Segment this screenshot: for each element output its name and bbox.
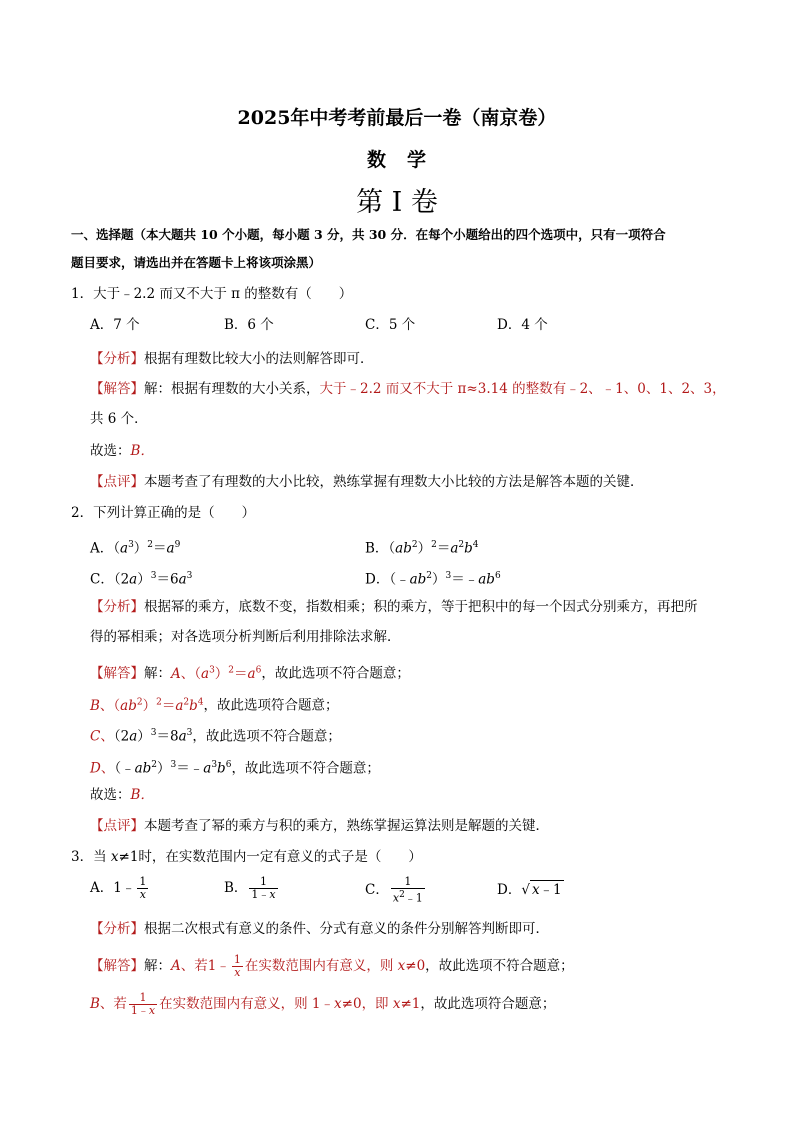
q3-analysis <box>90 920 549 938</box>
q1-solution-line-2: 共 6 个． <box>90 411 148 427</box>
section-heading-line-2: 题目要求，请选出并在答题卡上将该项涂黑） <box>71 255 322 270</box>
q2-comment <box>90 817 549 835</box>
solution-tag: 【解答】 <box>90 665 144 682</box>
comment-tag: 【点评】 <box>90 818 144 834</box>
q3-option-b: B． $\frac{1}{1﹣x}$ <box>224 875 276 901</box>
q2-judge-a: ，故此选项不符合题意； <box>261 665 410 682</box>
q3-solution-a: 【解答】解：A、若1﹣ $\frac{1}{x}$ 在实数范围内有意义，则 x≠0，故此选项不符合题意； <box>90 953 574 979</box>
q2-comment-text: 本题考查了幂的乘方与积的乘方，熟练掌握运算法则是解题的关键． <box>144 818 549 834</box>
q2-solution-a: 【解答】解：A、$(a^3)^2=a^6$，故此选项不符合题意； <box>90 665 410 682</box>
q3-option-a: A．1﹣ $\frac{1}{x}$ <box>90 875 147 901</box>
answer-prefix: 故选： <box>90 787 131 803</box>
q1-comment <box>90 473 644 491</box>
q1-option-b: B．6 个 <box>224 317 274 333</box>
q2-option-c: C．$(2a)^3=6a^3$ <box>90 571 193 588</box>
analysis-tag: 【分析】 <box>90 351 144 367</box>
q3-analysis-text: 根据二次根式有意义的条件、分式有意义的条件分别解答判断即可． <box>144 921 549 937</box>
solution-tag: 【解答】 <box>90 381 144 397</box>
q2-solution-prefix: 解： <box>144 665 171 682</box>
q2-solution-d: D、$(﹣ab^2)^3=﹣a^3b^6$，故此选项不符合题意； <box>90 760 380 777</box>
q1-solution-prefix: 解：根据有理数的大小关系， <box>144 381 320 397</box>
comment-tag: 【点评】 <box>90 474 144 490</box>
analysis-tag: 【分析】 <box>90 921 144 937</box>
q1-option-d: D．4 个 <box>497 317 548 333</box>
q2-option-b: B．$(ab^2)^2=a^2b^4$ <box>365 540 479 557</box>
question-1-stem: 1．大于﹣2.2 而又不大于 π 的整数有（ ） <box>71 286 353 302</box>
analysis-tag: 【分析】 <box>90 599 144 615</box>
q1-answer-value: B． <box>130 443 154 459</box>
q2-option-a: A．$(a^3)^2=a^9$ <box>90 540 181 557</box>
volume-title: 第 I 卷 <box>356 187 438 218</box>
answer-prefix: 故选： <box>90 443 131 459</box>
q1-analysis <box>90 350 374 368</box>
subject-title: 数 学 <box>366 149 427 171</box>
q1-answer <box>90 442 154 460</box>
q2-analysis-line-1 <box>90 598 698 616</box>
q2-judge-c: ，故此选项不符合题意； <box>192 728 341 745</box>
section-heading-line-1: 一、选择题（本大题共 10 个小题，每小题 3 分，共 30 分．在每个小题给出的四个选项中，只有一项符合 <box>71 227 666 242</box>
solution-tag: 【解答】 <box>90 958 144 974</box>
q2-solution-b: B、$(ab^2)^2=a^2b^4$，故此选项符合题意； <box>90 697 339 714</box>
exam-title: 2025年中考考前最后一卷（南京卷） <box>237 107 557 129</box>
q3-option-c: C． $\frac{1}{x^2﹣1}$ <box>365 875 423 905</box>
q2-judge-d: ，故此选项不符合题意； <box>231 760 380 777</box>
q1-solution-line-1 <box>90 380 726 398</box>
q2-judge-b: ，故此选项符合题意； <box>203 697 339 714</box>
q2-analysis-text-1: 根据幂的乘方，底数不变，指数相乘；积的乘方，等于把积中的每一个因式分别乘方，再把所 <box>144 599 698 615</box>
q2-solution-c: C、$(2a)^3=8a^3$，故此选项不符合题意； <box>90 728 341 745</box>
q3-option-d: D．√ x﹣1 <box>497 882 562 898</box>
q2-answer-value: B． <box>130 787 154 803</box>
q2-analysis-line-2: 得的幂相乘；对各选项分析判断后利用排除法求解． <box>90 629 401 645</box>
q1-analysis-text: 根据有理数比较大小的法则解答即可． <box>144 351 374 367</box>
question-3-stem: 3．当 x≠1时，在实数范围内一定有意义的式子是（ ） <box>71 849 422 865</box>
q1-comment-text: 本题考查了有理数的大小比较，熟练掌握有理数大小比较的方法是解答本题的关键． <box>144 474 644 490</box>
q1-option-c: C．5 个 <box>365 317 416 333</box>
q1-option-a: A．7 个 <box>90 317 140 333</box>
question-2-stem: 2．下列计算正确的是（ ） <box>71 505 256 521</box>
q1-solution-highlight: 大于﹣2.2 而又不大于 π≈3.14 的整数有﹣2、﹣1、0、1、2、3， <box>319 381 726 397</box>
q2-answer <box>90 786 154 804</box>
q3-solution-b: B、若 $\frac{1}{1﹣x}$ 在实数范围内有意义，则 1﹣x≠0，即 x≠1，故此选项符合题意； <box>90 991 556 1017</box>
q2-option-d: D．$(﹣ab^2)^3=﹣ab^6$ <box>365 571 501 588</box>
